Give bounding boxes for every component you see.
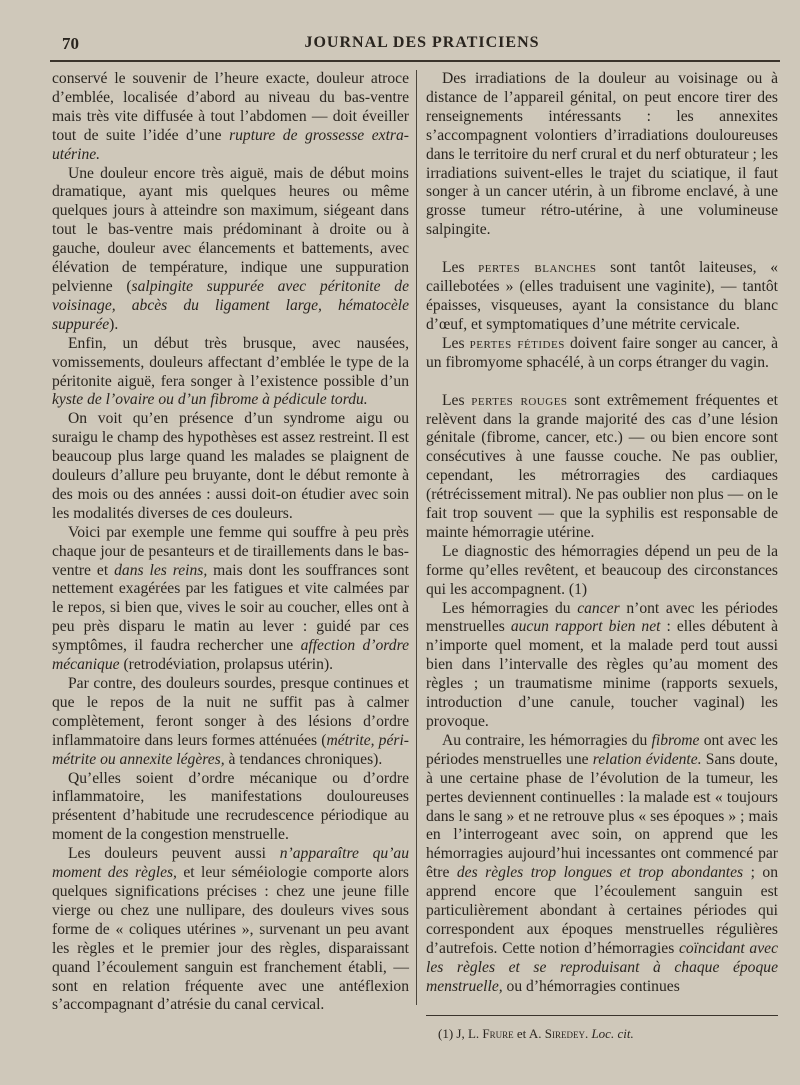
paragraph: On voit qu’en présence d’un syndrome aigu ou suraigu le champ des hypothèses est assez restreint. Il est beaucoup plus large quand les malades se plaignent de douleurs d’allure peu bruyante, dont le début remonte à des mois ou des années : aussi doit-on étudier avec soin les modalités diverses de ces douleurs. — [52, 410, 409, 522]
paragraph: conservé le souvenir de l’heure exacte, douleur atroce d’emblée, localisée d’abord au niveau du bas-ventre mais très vite diffusée à tout l’abdomen — doit éveiller tout de suite l’idée d’une rupture de grossesse extra-utérine. — [52, 70, 409, 163]
paragraph: Une douleur encore très aiguë, mais de début moins dramatique, ayant mis quelques heures ou même quelques jours à atteindre son maximum, siégeant dans tout le bas-ventre mais prédominant à droite ou à gauche, douleur avec élancements et battements, avec élévation de température, indique une suppuration pelvienne (salpingite suppurée avec péritonite de voisinage, abcès du ligament large, hématocèle suppurée). — [52, 164, 409, 333]
paragraph: Au contraire, les hémorragies du fibrome ont avec les périodes menstruelles une relation évidente. Sans doute, à une certaine phase de l’évolution de la tumeur, les pertes deviennent continuelles : la malade est « toujours dans le sang » et ne retrouve plus « ses époques » ; mais en l’interrogeant avec soin, on apprend que les hémorragies aujourd’hui incessantes ont commencé par être des règles trop longues et trop abondantes ; on apprend encore que l’écoulement sanguin est particulièrement abondant à certaines périodes qui correspondent aux époques menstruelles régulières d’autrefois. Cette notion d’hémorragies coïncidant avec les règles et se reproduisant à chaque époque menstruelle, ou d’hémorragies continues — [426, 731, 779, 995]
paragraph: Les pertes rouges sont extrêmement fréquentes et relèvent dans la grande majorité des cas d’une lésion génitale (fibrome, cancer, etc.) — ou bien encore sont consécutives à une fausse couche. Ne pas oublier, cependant, les métrorragies des cardiaques (rétrécissement mitral). Ne pas oublier non plus — on le fait trop souvent — que la syphilis est responsable de mainte hémorragie utérine. — [426, 391, 778, 541]
paragraph: Le diagnostic des hémorragies dépend un peu de la forme qu’elles revêtent, et beaucoup des circonstances qui les accompagnent. (1) — [426, 542, 778, 598]
paragraph: Voici par exemple une femme qui souffre à peu près chaque jour de pesanteurs et de tiraillements dans le bas-ventre et dans les reins, mais dont les souffrances sont nettement exagérées par les fatigues et vite calmées par le repos, si bien que, vives le soir au coucher, elles ont à peu près disparu le matin au lever : guidé par ces symptômes, il faudra rechercher une affection d’ordre mécanique (retrodéviation, prolapsus utérin). — [52, 523, 409, 674]
column-divider — [416, 70, 417, 1005]
paragraph: Les hémorragies du cancer n’ont avec les périodes menstruelles aucun rapport bien net : elles débutent à n’importe quel moment, et la malade perd tout aussi bien dans l’intervalle des règles qu’au moment des règles ; un traumatisme minime (rapports sexuels, introduction d’une canule, toucher vaginal) les provoque. — [426, 599, 779, 730]
paragraph: Les pertes blanches sont tantôt laiteuses, « caillebotées » (elles traduisent une vaginite), — tantôt épaisses, visqueuses, ayant la consistance du blanc d’œuf, et symptomatiques d’une métrite cervicale. — [426, 259, 778, 333]
paragraph: Les douleurs peuvent aussi n’apparaître qu’au moment des règles, et leur séméiologie comporte alors quelques significations précises : chez une jeune fille vierge ou chez une nullipare, des douleurs vives sous forme de « coliques utérines », survenant un peu avant les règles et le premier jour des règles, disparaissant quand l’écoulement sanguin est franchement établi, — sont en relation fréquente avec une antéflexion s’accompagnant d’atrésie du canal cervical. — [52, 845, 409, 1014]
paragraph: Des irradiations de la douleur au voisinage ou à distance de l’appareil génital, on peut encore tirer des renseignements intéressants : les annexites s’accompagnent volontiers d’irradiations douloureuses dans le territoire du nerf crural et du nerf obturateur ; les irradiations suivent-elles le trajet du sciatique, il faut songer à un cancer utérin, à un fibrome enclavé, à une grosse tumeur rétro-utérine, à une volumineuse salpingite. — [426, 70, 779, 239]
footnote: (1) J, L. Frure et A. Siredey. Loc. cit. — [438, 1026, 634, 1041]
paragraph: Les pertes fétides doivent faire songer au cancer, à un fibromyome sphacélé, à un corps étranger du vagin. — [426, 334, 779, 371]
left-column — [52, 70, 409, 1015]
footnote-rule — [426, 1015, 778, 1016]
page-header — [62, 34, 782, 60]
paragraph: Enfin, un début très brusque, avec nausées, vomissements, douleurs affectant d’emblée le type de la péritonite aiguë, fera songer à l’existence possible d’un kyste de l’ovaire ou d’un fibrome à pédicule tordu. — [52, 334, 409, 409]
journal-title: JOURNAL DES PRATICIENS — [304, 34, 540, 51]
right-column — [426, 70, 778, 997]
header-rule — [50, 60, 780, 62]
paragraph: Par contre, des douleurs sourdes, presque continues et que le repos de la nuit ne suffit pas à calmer complètement, feront songer à des lésions d’ordre inflammatoire dans leurs formes atténuées (métrite, péri-métrite ou annexite légères, à tendances chroniques). — [52, 675, 409, 768]
page-number: 70 — [62, 34, 79, 53]
paragraph: Qu’elles soient d’ordre mécanique ou d’ordre inflammatoire, les manifestations douloureuses présentent d’habitude une recrudescence périodique au moment de la congestion menstruelle. — [52, 769, 409, 844]
